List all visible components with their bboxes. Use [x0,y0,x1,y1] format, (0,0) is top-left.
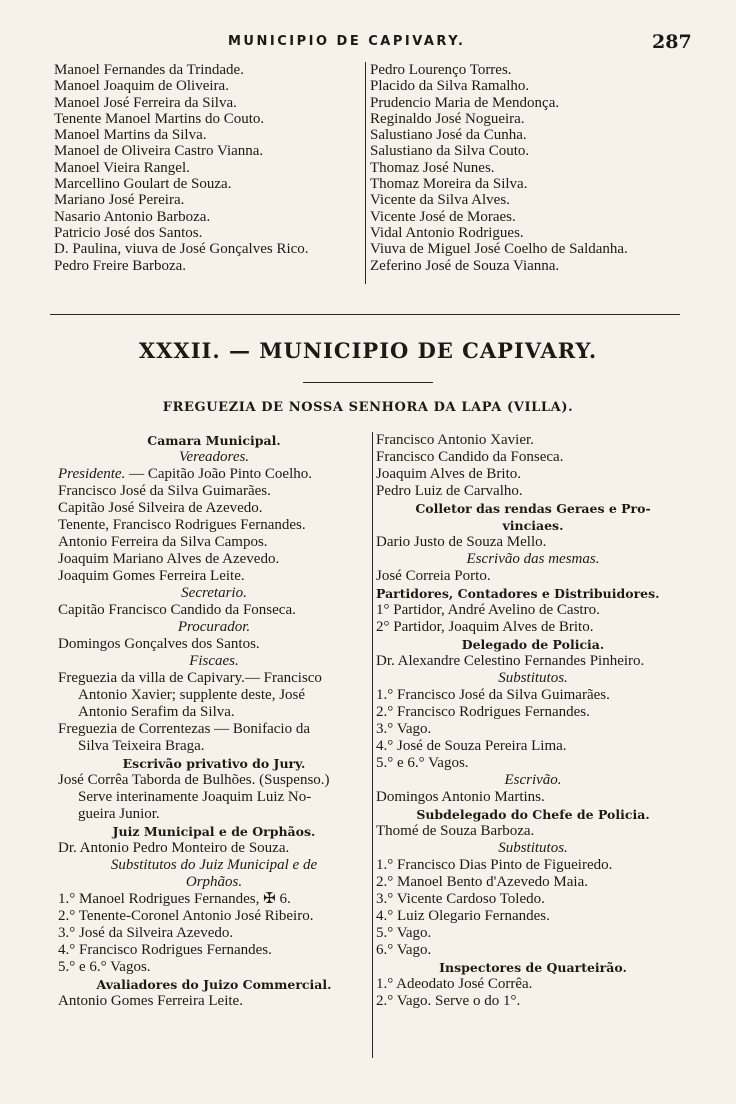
list-item: 4.° José de Souza Pereira Lima. [376,738,567,754]
list-item: Manoel de Oliveira Castro Vianna. [54,143,264,160]
escrivao-mesmas: José Correia Porto. [376,568,491,584]
list-item: Reginaldo José Nogueira. [370,110,525,127]
subdelegado-heading: Subdelegado do Chefe de Policia. [416,807,650,822]
running-header-title: MUNICIPIO DE CAPIVARY. [228,34,466,49]
colletor-heading: vinciaes. [502,518,564,533]
procurador: Domingos Gonçalves dos Santos. [58,636,260,652]
delegado-heading: Delegado de Policia. [461,637,605,652]
list-item: Marcellino Goulart de Souza. [54,176,232,193]
list-item: Thomaz José Nunes. [370,159,495,176]
list-item: Mariano José Pereira. [54,192,185,209]
list-item: Pedro Lourenço Torres. [370,62,512,78]
inspectores-heading: Inspectores de Quarteirão. [439,960,627,975]
list-item: Antonio Gomes Ferreira Leite. [58,993,243,1009]
list-item: 2.° Tenente-Coronel Antonio José Ribeiro. [58,908,314,924]
list-item: 1.° Manoel Rodrigues Fernandes, ✠ 6. [58,891,291,907]
avaliadores-heading: Avaliadores do Juizo Commercial. [96,977,332,992]
list-item: Patricio José dos Santos. [54,224,203,241]
list-item: Capitão José Silveira de Azevedo. [58,500,263,516]
escrivao: Domingos Antonio Martins. [376,789,545,805]
column-divider [372,432,373,1058]
partidores-heading: Partidores, Contadores e Distribuidores. [376,586,660,601]
list-item: Joaquim Alves de Brito. [376,466,521,482]
list-item: 2.° Manoel Bento d'Azevedo Maia. [376,874,588,890]
escrivao-label: Escrivão. [504,772,562,788]
procurador-label: Procurador. [177,619,251,635]
list-item: 2° Partidor, Joaquim Alves de Brito. [376,619,594,635]
fiscal-line: Antonio Xavier; supplente deste, José [78,687,306,703]
substitutos-label: Substitutos do Juiz Municipal e de [110,857,318,873]
list-item: Antonio Ferreira da Silva Campos. [58,534,268,550]
list-item: Viuva de Miguel José Coelho de Saldanha. [370,241,628,258]
list-item: Joaquim Gomes Ferreira Leite. [58,568,245,584]
list-item: Placido da Silva Ramalho. [370,78,530,95]
list-item: Francisco José da Silva Guimarães. [58,483,271,499]
list-item: 4.° Luiz Olegario Fernandes. [376,908,550,924]
list-item: Francisco Candido da Fonseca. [376,449,564,465]
list-item: Manoel Joaquim de Oliveira. [54,78,229,95]
list-item: Tenente, Francisco Rodrigues Fernandes. [58,517,306,533]
delegado: Dr. Alexandre Celestino Fernandes Pinheiro. [376,653,645,669]
fiscal-line: Antonio Serafim da Silva. [78,704,235,720]
subdelegado-subst-label: Substitutos. [498,840,568,856]
left-column [58,432,370,1010]
juiz: Dr. Antonio Pedro Monteiro de Souza. [58,840,290,856]
escrivao-jury-line: José Corrêa Taborda de Bulhões. (Suspenso.) [58,772,330,788]
fiscal-line: Silva Teixeira Braga. [78,738,205,754]
fiscal-line: Freguezia da villa de Capivary.— Francisco [58,670,322,686]
list-item: Nasario Antonio Barboza. [54,208,211,225]
list-item: Manoel Fernandes da Trindade. [54,62,244,78]
title-underline [303,382,433,383]
list-item: 6.° Vago. [376,942,432,958]
list-item: 1.° Adeodato José Corrêa. [376,976,533,992]
list-item: 2.° Francisco Rodrigues Fernandes. [376,704,590,720]
list-item: 4.° Francisco Rodrigues Fernandes. [58,942,272,958]
parish-heading: FREGUEZIA DE NOSSA SENHORA DA LAPA (VILLA). [162,400,574,415]
list-item: Vicente da Silva Alves. [370,192,510,209]
presidente-line [58,466,370,483]
vereadores-label: Vereadores. [178,449,250,465]
list-item: Joaquim Mariano Alves de Azevedo. [58,551,280,567]
list-item: 2.° Vago. Serve o do 1°. [376,993,521,1009]
secretario: Capitão Francisco Candido da Fonseca. [58,602,296,618]
escrivao-jury-heading: Escrivão privativo do Jury. [122,756,306,771]
list-item: 5.° e 6.° Vagos. [58,959,151,975]
colletor: Dario Justo de Souza Mello. [376,534,547,550]
top-list-right [370,62,688,274]
camara-heading: Camara Municipal. [147,433,281,448]
subdelegado: Thomé de Souza Barboza. [376,823,535,839]
list-item: Manoel Martins da Silva. [54,127,207,144]
escrivao-mesmas-label: Escrivão das mesmas. [466,551,600,567]
list-item: Zeferino José de Souza Vianna. [370,257,560,274]
running-header [0,31,736,56]
list-item: 3.° Vago. [376,721,432,737]
list-item: 5.° Vago. [376,925,432,941]
list-item: 5.° e 6.° Vagos. [376,755,469,771]
list-item: Francisco Antonio Xavier. [376,432,534,448]
juiz-heading: Juiz Municipal e de Orphãos. [112,824,316,839]
top-list-left [54,62,360,274]
list-item: Vidal Antonio Rodrigues. [370,224,524,241]
list-item: Prudencio Maria de Mendonça. [370,94,560,111]
list-item: 1.° Francisco José da Silva Guimarães. [376,687,610,703]
presidente-label: Presidente. [58,466,126,482]
list-item: Tenente Manoel Martins do Couto. [54,110,265,127]
list-item: Pedro Freire Barboza. [54,257,187,274]
list-item: Manoel Vieira Rangel. [54,159,190,176]
colletor-heading: Colletor das rendas Geraes e Pro- [415,501,651,516]
escrivao-jury-line: Serve interinamente Joaquim Luiz No- [78,789,312,805]
list-item: 3.° Vicente Cardoso Toledo. [376,891,545,907]
presidente-name: — Capitão João Pinto Coelho. [125,466,313,482]
list-item: Thomaz Moreira da Silva. [370,176,528,193]
list-item: D. Paulina, viuva de José Gonçalves Rico. [54,241,309,258]
column-divider [365,62,366,284]
escrivao-jury-line: gueira Junior. [78,806,160,822]
secretario-label: Secretario. [181,585,247,601]
section-title: XXXII. — MUNICIPIO DE CAPIVARY. [138,338,598,363]
fiscal-line: Freguezia de Correntezas — Bonifacio da [58,721,310,737]
list-item: Salustiano José da Cunha. [370,127,527,144]
list-item: Manoel José Ferreira da Silva. [54,94,237,111]
section-divider [50,314,680,315]
list-item: Vicente José de Moraes. [370,208,516,225]
list-item: Pedro Luiz de Carvalho. [376,483,523,499]
fiscaes-label: Fiscaes. [189,653,239,669]
list-item: 1.° Francisco Dias Pinto de Figueiredo. [376,857,613,873]
list-item: 3.° José da Silveira Azevedo. [58,925,234,941]
page-number: 287 [652,31,692,53]
list-item: 1° Partidor, André Avelino de Castro. [376,602,600,618]
list-item: Salustiano da Silva Couto. [370,143,530,160]
delegado-subst-label: Substitutos. [498,670,568,686]
right-column [376,432,690,1010]
substitutos-label: Orphãos. [185,874,243,890]
